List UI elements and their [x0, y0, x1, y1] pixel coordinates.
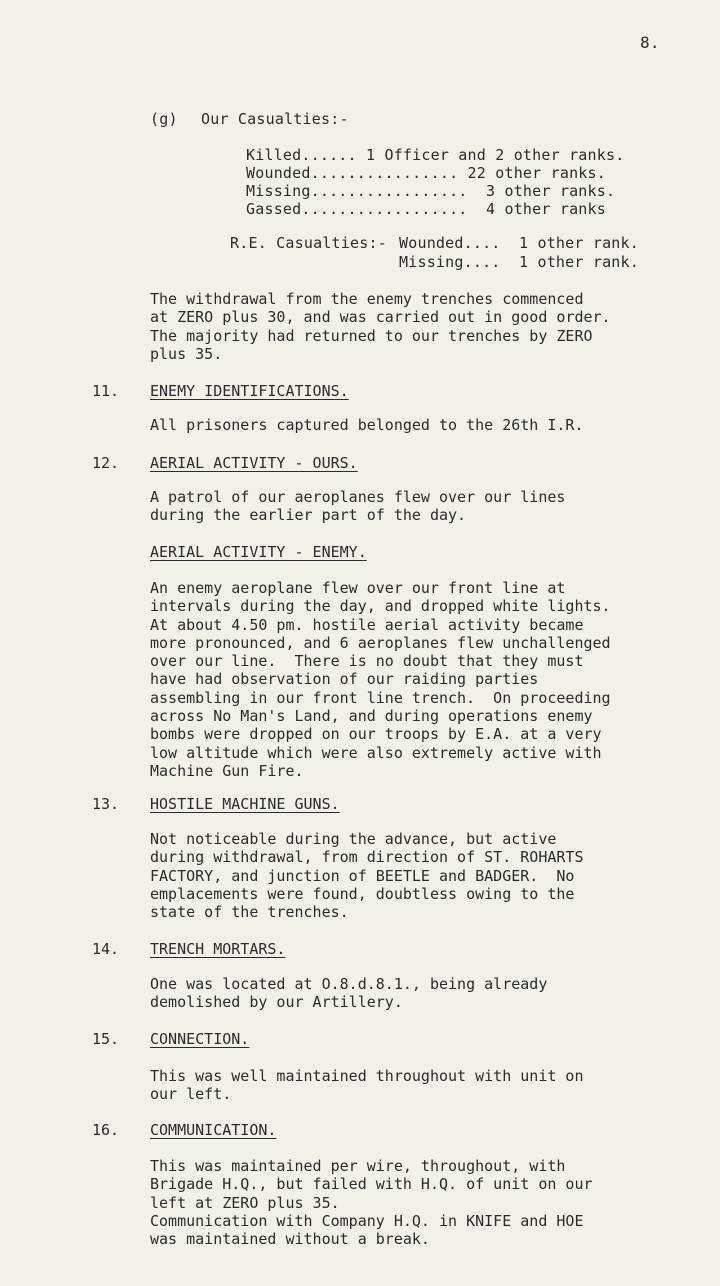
- section-heading: COMMUNICATION.: [150, 1121, 277, 1139]
- casualties-title: Our Casualties:-: [201, 110, 349, 128]
- casualty-row: Missing................. 3 other ranks.: [246, 182, 616, 200]
- casualty-row: Killed...... 1 Officer and 2 other ranks.: [246, 146, 625, 164]
- section-body: All prisoners captured belonged to the 26th I.R.: [150, 416, 584, 434]
- section-body: This was well maintained throughout with unit on our left.: [150, 1067, 584, 1104]
- section-body: Not noticeable during the advance, but active during withdrawal, from direction of ST. ROHARTS FACTORY, and junction of BEETLE and BADGER. No emplacements were found, doubtless owing to the state of the trenches.: [150, 830, 584, 922]
- section-number: 13.: [92, 795, 120, 813]
- page-number: 8.: [640, 33, 660, 52]
- section-number: 14.: [92, 940, 120, 958]
- section-heading: ENEMY IDENTIFICATIONS.: [150, 382, 349, 400]
- section-body: This was maintained per wire, throughout, with Brigade H.Q., but failed with H.Q. of unit on our left at ZERO plus 35. Communication with Company H.Q. in KNIFE and HOE was maintained without a break.: [150, 1157, 593, 1249]
- re-casualty-row: Wounded.... 1 other rank.: [399, 234, 639, 252]
- casualty-row: Wounded................ 22 other ranks.: [246, 164, 606, 182]
- section-body: One was located at O.8.d.8.1., being already demolished by our Artillery.: [150, 975, 548, 1012]
- section-heading: CONNECTION.: [150, 1030, 250, 1048]
- section-body: A patrol of our aeroplanes flew over our lines during the earlier part of the day.: [150, 488, 566, 525]
- section-number: 16.: [92, 1121, 120, 1139]
- casualties-label: (g): [150, 110, 178, 128]
- section-subheading: AERIAL ACTIVITY - ENEMY.: [150, 543, 367, 561]
- section-subbody: An enemy aeroplane flew over our front line at intervals during the day, and dropped white lights. At about 4.50 pm. hostile aerial activity became more pronounced, and 6 aeroplanes flew unchallenged over our line. There is no doubt that they must have had observation of our raiding parties assembling in our front line trench. On proceeding across No Man's Land, and during operations enemy bombs were dropped on our troops by E.A. at a very low altitude which were also extremely active with Machine Gun Fire.: [150, 579, 611, 780]
- section-number: 15.: [92, 1030, 120, 1048]
- withdrawal-paragraph: The withdrawal from the enemy trenches commenced at ZERO plus 30, and was carried out in good order. The majority had returned to our trenches by ZERO plus 35.: [150, 290, 611, 363]
- casualty-row: Gassed.................. 4 other ranks: [246, 200, 606, 218]
- section-number: 11.: [92, 382, 120, 400]
- section-number: 12.: [92, 454, 120, 472]
- section-heading: AERIAL ACTIVITY - OURS.: [150, 454, 358, 472]
- section-heading: HOSTILE MACHINE GUNS.: [150, 795, 340, 813]
- re-casualties-label: R.E. Casualties:-: [230, 234, 387, 252]
- re-casualty-row: Missing.... 1 other rank.: [399, 253, 639, 271]
- section-heading: TRENCH MORTARS.: [150, 940, 286, 958]
